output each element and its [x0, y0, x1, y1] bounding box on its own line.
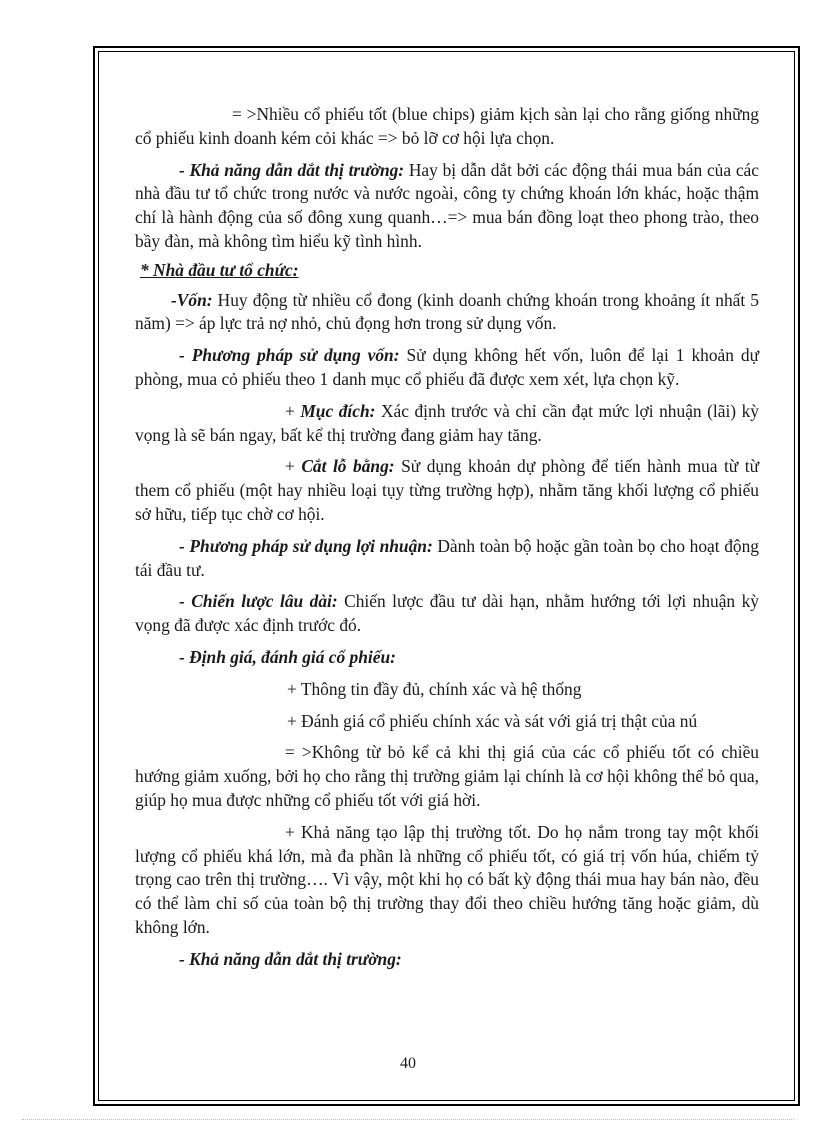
- paragraph-cut-loss: [135, 455, 759, 526]
- paragraph-long-term-strategy: [135, 590, 759, 638]
- paragraph-blue-chips: [135, 103, 759, 151]
- paragraph-label: - Chiến lược lâu dài:: [179, 591, 338, 612]
- paragraph-label: Cắt lỗ bằng:: [301, 456, 395, 477]
- paragraph-information: + Thông tin đầy đủ, chính xác và hệ thống: [287, 678, 582, 699]
- paragraph-text: Sử dụng khoản dự phòng để tiến hành mua từ từ them cổ phiếu (một hay nhiều loại tụy từng trường hợp), nhằm tăng khối lượng cổ phiếu sở hữu, tiếp tục chờ cơ hội.: [135, 456, 759, 524]
- paragraph-purpose: [135, 400, 759, 448]
- paragraph-capital: [135, 289, 759, 337]
- paragraph-market-leading-individual: [135, 159, 759, 254]
- paragraph-prefix: +: [285, 456, 302, 477]
- paragraph-capital-method: [135, 344, 759, 392]
- section-heading: * Nhà đầu tư tổ chức:: [140, 259, 299, 280]
- paragraph-label: - Phương pháp sử dụng vốn:: [179, 345, 400, 366]
- paragraph-text: Chiến lược đầu tư dài hạn, nhằm hướng tới lợi nhuận kỳ vọng đã được xác định trước đó.: [135, 591, 759, 636]
- paragraph-no-give-up: = >Không từ bỏ kể cả khi thị giá của các cổ phiếu tốt có chiều hướng giảm xuống, bởi họ cho rằng thị trường giảm lại chính là cơ hội không thể bỏ qua, giúp họ mua được những cổ phiếu tốt với giá hời.: [135, 742, 759, 810]
- document-body: [135, 102, 759, 972]
- paragraph-label: -Vốn:: [171, 289, 213, 310]
- paragraph-profit-method: [135, 535, 759, 583]
- paragraph-label: - Phương pháp sử dụng lợi nhuận:: [179, 535, 433, 556]
- paragraph-label: - Khả năng dẫn dắt thị trường:: [179, 159, 405, 180]
- paragraph-text: Sử dụng không hết vốn, luôn để lại 1 khoản dự phòng, mua cỏ phiếu theo 1 danh mục cổ phiếu đã được xem xét, lựa chọn kỹ.: [135, 345, 760, 389]
- paragraph-text: Dành toàn bộ hoặc gần toàn bọ cho hoạt động tái đầu tư.: [135, 535, 760, 580]
- paragraph-label: - Khả năng dẫn dắt thị trường:: [179, 948, 402, 969]
- paragraph-text: Huy động từ nhiều cổ đong (kinh doanh chứng khoán trong khoảng ít nhất 5 năm) => áp lực trả nợ nhỏ, chủ đọng hơn trong sử dụng vốn.: [135, 289, 759, 334]
- page-number: 40: [400, 1055, 416, 1072]
- paragraph-market-leading-institution: [135, 948, 759, 972]
- paragraph-market-making: + Khả năng tạo lập thị trường tốt. Do họ nắm trong tay một khối lượng cổ phiếu khá lớn, mà đa phần là những cổ phiếu tốt, có giá trị vốn húa, chiếm tỷ trọng cao trên thị trường…. Vì vậy, một khi họ có bất kỳ động thái mua hay bán nào, đều có thể làm chỉ số của toàn bộ thị trường thay đổi theo chiều hướng tăng hoặc giảm, dù không lớn.: [135, 821, 759, 937]
- page-bottom-divider: [22, 1119, 794, 1120]
- paragraph-text: = >Nhiều cổ phiếu tốt (blue chips) giảm kịch sàn lại cho rằng giống những cổ phiếu kinh doanh kém cỏi khác => bỏ lỡ cơ hội lựa chọn.: [135, 104, 759, 148]
- paragraph-valuation: [135, 646, 759, 670]
- paragraph-text: Xác định trước và chỉ cần đạt mức lợi nhuận (lãi) kỳ vọng là sẽ bán ngay, bất kể thị trường đang giảm hay tăng.: [135, 400, 760, 445]
- paragraph-text: Hay bị dẫn dắt bởi các động thái mua bán của các nhà đầu tư tổ chức trong nước và nước ngoài, công ty chứng khoán lớn khác, hoặc thậm chí là hành động của số đông xung quanh…=> mua bán đồng loạt theo phong trào, theo bầy đàn, mà không tìm hiểu kỹ tình hình.: [135, 159, 759, 251]
- paragraph-prefix: +: [285, 400, 301, 421]
- paragraph-label: - Định giá, đánh giá cổ phiếu:: [179, 646, 396, 667]
- paragraph-accurate-valuation: + Đánh giá cổ phiếu chính xác và sát với giá trị thật của nú: [287, 710, 698, 731]
- paragraph-label: Mục đích:: [300, 400, 376, 421]
